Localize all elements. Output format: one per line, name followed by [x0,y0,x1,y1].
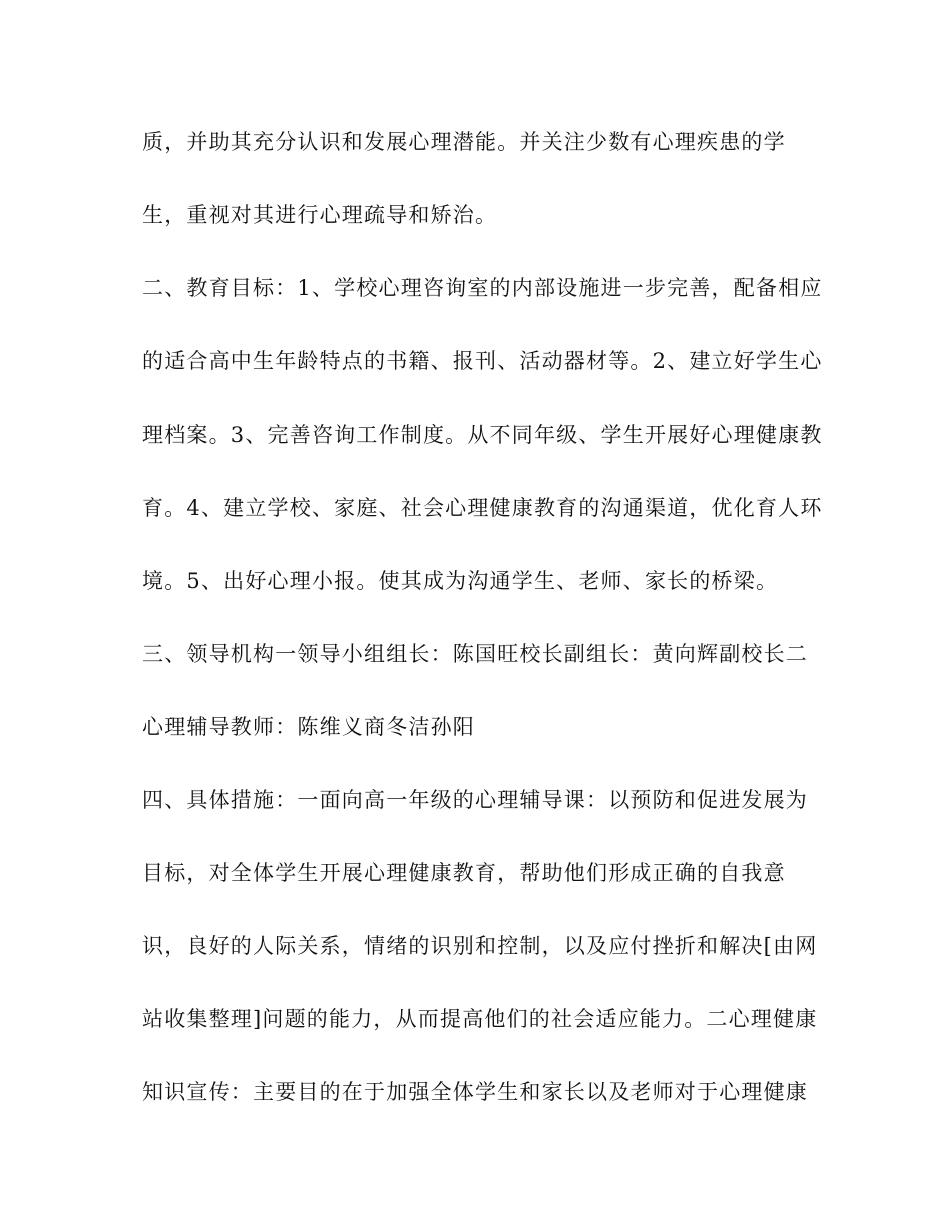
text-line: 四、具体措施：一面向高一年级的心理辅导课：以预防和促进发展为 [142,788,808,812]
text-line: 理档案。3、完善咨询工作制度。从不同年级、学生开展好心理健康教 [142,423,823,447]
text-line: 育。4、建立学校、家庭、社会心理健康教育的沟通渠道，优化育人环 [142,496,823,520]
text-line: 心理辅导教师：陈维义商冬洁孙阳 [142,715,475,739]
text-line: 境。5、出好心理小报。使其成为沟通学生、老师、家长的桥梁。 [142,569,779,593]
text-line: 知识宣传：主要目的在于加强全体学生和家长以及老师对于心理健康 [142,1080,808,1104]
text-line: 识，良好的人际关系，情绪的识别和控制，以及应付挫折和解决[由网 [142,934,818,958]
text-line: 二、教育目标：1、学校心理咨询室的内部设施进一步完善，配备相应 [142,276,823,300]
text-line: 生，重视对其进行心理疏导和矫治。 [142,203,498,227]
text-line: 质，并助其充分认识和发展心理潜能。并关注少数有心理疾患的学 [142,130,786,154]
text-line: 的适合高中生年龄特点的书籍、报刊、活动器材等。2、建立好学生心 [142,349,823,373]
text-line: 目标，对全体学生开展心理健康教育，帮助他们形成正确的自我意 [142,861,786,885]
text-line: 站收集整理]问题的能力，从而提高他们的社会适应能力。二心理健康 [142,1007,818,1031]
text-line: 三、领导机构一领导小组组长：陈国旺校长副组长：黄向辉副校长二 [142,642,808,666]
